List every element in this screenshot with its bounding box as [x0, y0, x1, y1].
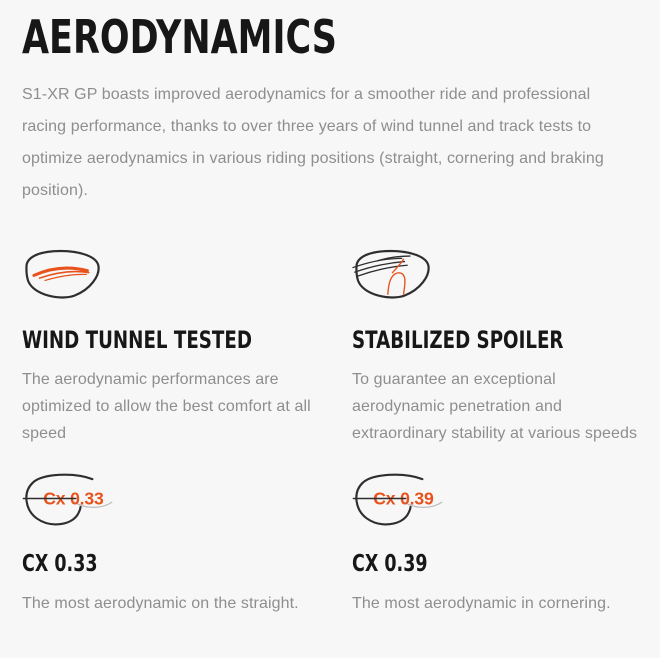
feature-description: The most aerodynamic on the straight. [22, 595, 299, 612]
feature-title: CX 0.39 [352, 551, 428, 577]
cx-value-label: Cx 0.39 [373, 488, 434, 509]
feature-cx-straight [22, 471, 312, 617]
helmet-wind-flow-icon [22, 247, 312, 305]
intro-paragraph: S1-XR GP boasts improved aerodynamics for a smoother ride and professional racing performance, thanks to over three years of wind tunnel and track tests to optimize aerodynamics in various riding positions (straight, cornering and braking position). [22, 86, 604, 199]
page-title-text: AERODYNAMICS [22, 10, 337, 64]
feature-wind-tunnel [22, 247, 312, 447]
helmet-spoiler-icon [352, 247, 642, 305]
feature-description: To guarantee an exceptional aerodynamic penetration and extraordinary stability at various speeds [352, 371, 638, 442]
feature-description: The most aerodynamic in cornering. [352, 595, 611, 612]
feature-stabilized-spoiler [352, 247, 642, 447]
helmet-cx-icon [22, 471, 312, 529]
feature-description: The aerodynamic performances are optimized to allow the best comfort at all speed [22, 371, 311, 442]
page-title [22, 10, 638, 64]
feature-title: CX 0.33 [22, 551, 98, 577]
helmet-cx-icon [352, 471, 642, 529]
features-grid [22, 247, 638, 617]
cx-value-label: Cx 0.33 [43, 488, 104, 509]
feature-title: STABILIZED SPOILER [352, 326, 564, 354]
feature-cx-cornering [352, 471, 642, 617]
feature-title: WIND TUNNEL TESTED [22, 326, 252, 354]
